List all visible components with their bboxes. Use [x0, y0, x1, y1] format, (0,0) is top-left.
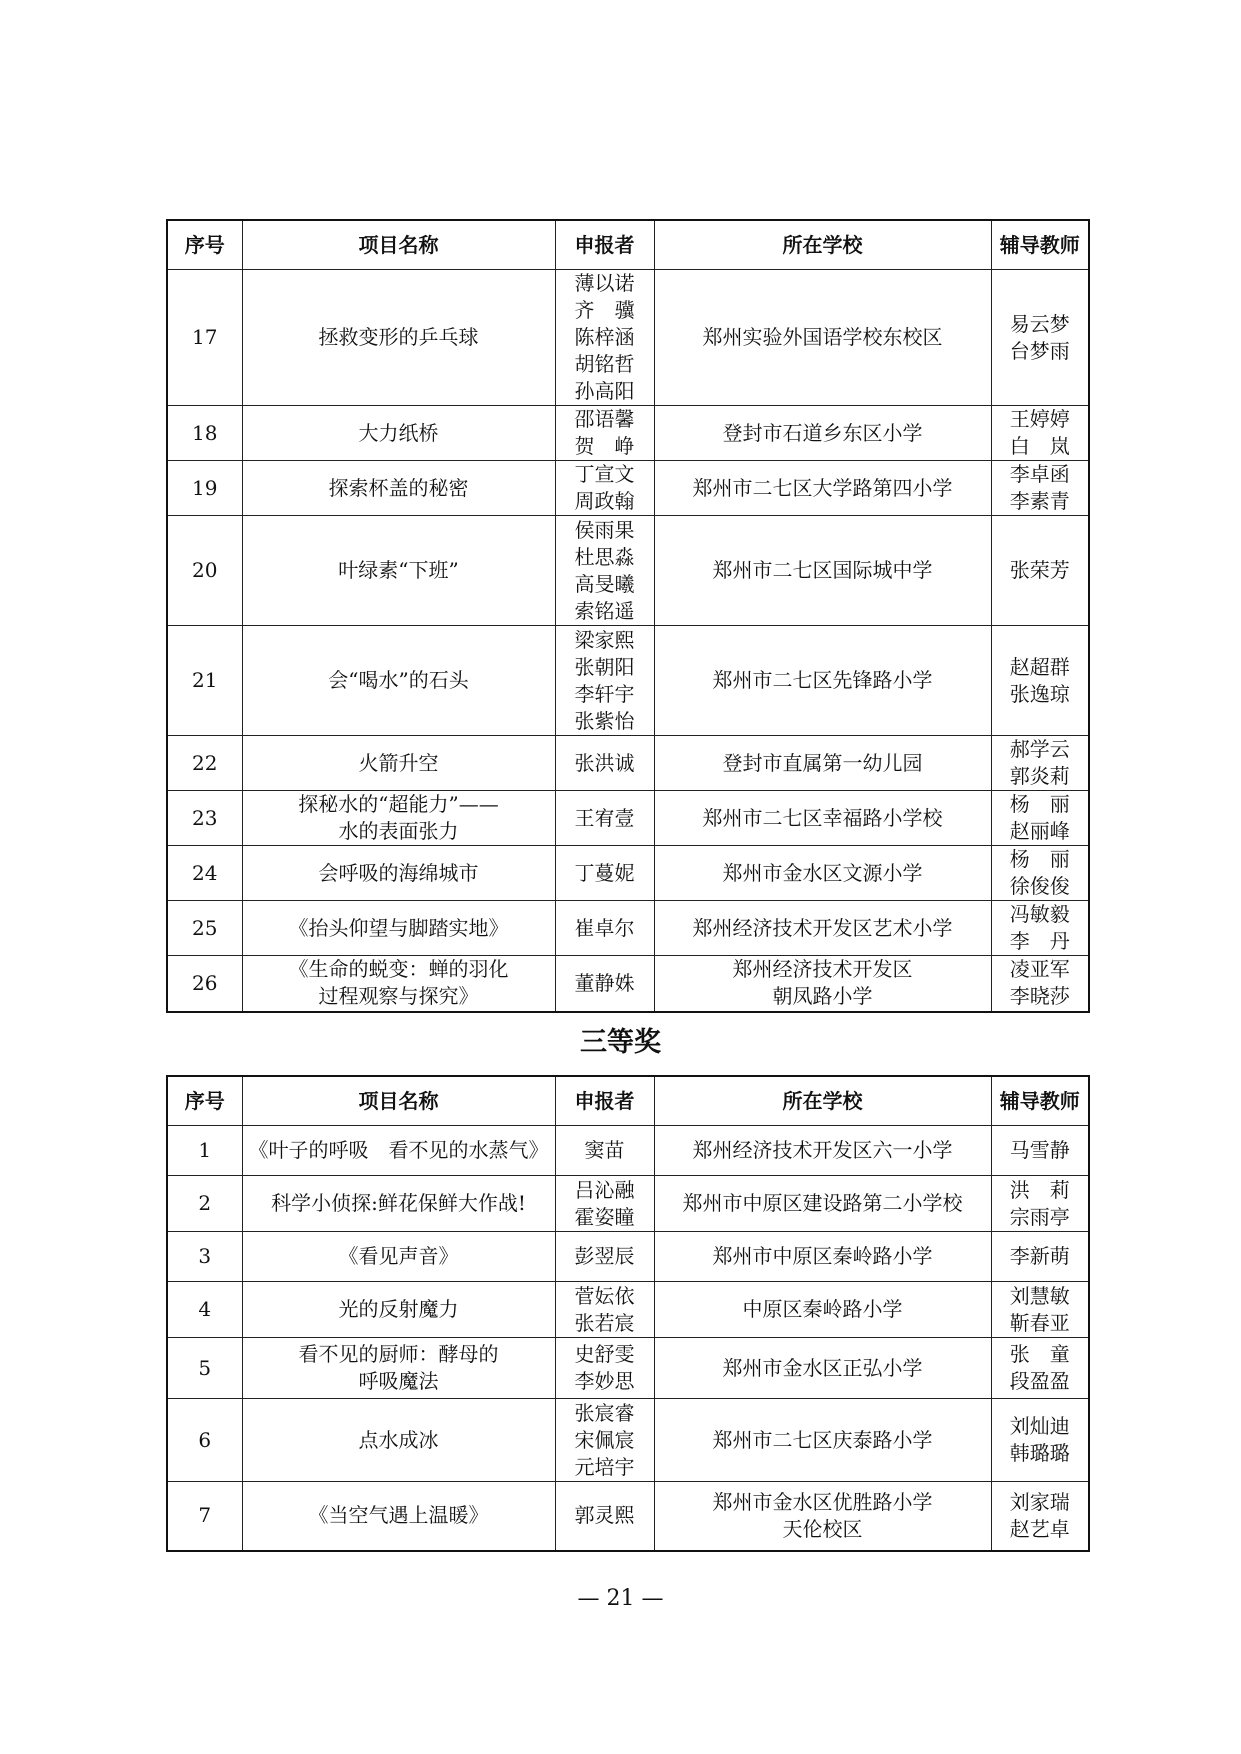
- cell-applicants-line: 彭翌辰: [574, 1244, 635, 1268]
- table-row: [167, 1282, 1089, 1338]
- cell-school-line: 郑州市二七区大学路第四小学: [692, 475, 953, 500]
- cell-applicants-line: 李妙思: [574, 1369, 635, 1393]
- cell-project-line: 看不见的厨师：酵母的: [298, 1342, 499, 1366]
- cell-project-line: 《叶子的呼吸 看不见的水蒸气》: [248, 1138, 549, 1162]
- cell-school-line: 郑州市二七区先锋路小学: [712, 668, 933, 692]
- cell-school: [654, 461, 991, 516]
- cell-teachers-line: 台梦雨: [1009, 338, 1070, 363]
- table-row: [167, 956, 1089, 1012]
- cell-no: 25: [167, 901, 242, 956]
- cell-teachers-line: 徐俊俊: [1009, 874, 1070, 898]
- cell-applicants: [555, 1482, 654, 1551]
- cell-teachers-line: 赵丽峰: [1009, 819, 1070, 843]
- cell-teachers-line: 李素青: [1009, 489, 1070, 513]
- cell-applicants-line: 杜思淼: [574, 544, 635, 569]
- page-number: — 21 —: [577, 1586, 664, 1611]
- cell-project-line: 水的表面张力: [338, 819, 459, 843]
- cell-teachers-line: 韩璐璐: [1009, 1441, 1070, 1465]
- header-project: 项目名称: [242, 1076, 555, 1126]
- cell-applicants: [555, 1126, 654, 1176]
- cell-teachers-line: 靳春亚: [1009, 1310, 1070, 1335]
- cell-applicants-line: 周政翰: [574, 489, 635, 513]
- cell-teachers-line: 凌亚军: [1009, 957, 1070, 982]
- cell-applicants-line: 崔卓尔: [574, 915, 635, 940]
- cell-teachers: [991, 956, 1089, 1012]
- cell-no: 18: [167, 406, 242, 461]
- cell-no: 3: [167, 1232, 242, 1282]
- cell-teachers: [991, 406, 1089, 461]
- cell-school-line: 郑州经济技术开发区艺术小学: [692, 915, 953, 940]
- cell-applicants: [555, 1176, 654, 1232]
- cell-teachers-line: 李晓莎: [1009, 984, 1070, 1009]
- table-row: [167, 846, 1089, 901]
- cell-project-line: 探索杯盖的秘密: [328, 475, 469, 500]
- cell-school: [654, 1282, 991, 1338]
- cell-applicants-line: 齐 骥: [574, 298, 635, 322]
- cell-no: 17: [167, 270, 242, 406]
- cell-applicants: [555, 626, 654, 736]
- cell-teachers: [991, 1176, 1089, 1232]
- cell-teachers-line: 李卓函: [1009, 462, 1070, 486]
- table-row: [167, 406, 1089, 461]
- table-row: [167, 736, 1089, 791]
- cell-school-line: 郑州市二七区国际城中学: [712, 558, 933, 582]
- table-row: [167, 901, 1089, 956]
- cell-applicants-line: 丁宣文: [574, 462, 635, 486]
- cell-teachers: [991, 1338, 1089, 1399]
- cell-school: [654, 1399, 991, 1482]
- cell-applicants-line: 窦苗: [584, 1138, 625, 1162]
- cell-project: [242, 1126, 555, 1176]
- cell-applicants-line: 索铭遥: [574, 598, 635, 623]
- cell-project-line: 光的反射魔力: [338, 1297, 459, 1321]
- cell-teachers-line: 赵超群: [1009, 654, 1070, 679]
- cell-teachers: [991, 901, 1089, 956]
- cell-project-line: 点水成冰: [358, 1427, 439, 1452]
- cell-school: [654, 846, 991, 901]
- cell-applicants-line: 史舒雯: [574, 1342, 635, 1366]
- cell-teachers: [991, 791, 1089, 846]
- table-row: [167, 1482, 1089, 1551]
- cell-teachers-line: 马雪静: [1009, 1138, 1070, 1162]
- cell-teachers-line: 郝学云: [1009, 737, 1070, 761]
- header-no: 序号: [167, 220, 242, 270]
- cell-teachers-line: 张荣芳: [1009, 558, 1070, 582]
- cell-applicants: [555, 1338, 654, 1399]
- cell-school: [654, 956, 991, 1012]
- cell-project: [242, 270, 555, 406]
- cell-school-line: 登封市直属第一幼儿园: [722, 750, 923, 775]
- cell-project: [242, 736, 555, 791]
- cell-no: 7: [167, 1482, 242, 1551]
- cell-applicants-line: 张宸睿: [574, 1400, 635, 1425]
- cell-school-line: 郑州市中原区建设路第二小学校: [682, 1191, 963, 1215]
- table-header-row: [167, 1076, 1089, 1126]
- cell-applicants-line: 张若宸: [574, 1310, 635, 1335]
- cell-school: [654, 1126, 991, 1176]
- table-row: [167, 791, 1089, 846]
- cell-applicants-line: 丁蔓妮: [574, 860, 635, 885]
- cell-teachers-line: 王婷婷: [1009, 407, 1070, 431]
- cell-project: [242, 901, 555, 956]
- cell-project-line: 拯救变形的乒乓球: [318, 325, 479, 349]
- cell-school: [654, 901, 991, 956]
- cell-applicants-line: 元培宇: [574, 1454, 635, 1479]
- cell-no: 24: [167, 846, 242, 901]
- cell-teachers: [991, 626, 1089, 736]
- cell-school-line: 登封市石道乡东区小学: [722, 420, 923, 445]
- cell-school: [654, 1176, 991, 1232]
- cell-teachers-line: 刘灿迪: [1009, 1414, 1070, 1438]
- cell-project-line: 探秘水的“超能力”——: [298, 792, 499, 816]
- cell-teachers-line: 白 岚: [1009, 434, 1070, 458]
- cell-project: [242, 516, 555, 626]
- cell-teachers-line: 宗雨亭: [1009, 1204, 1070, 1229]
- cell-school: [654, 626, 991, 736]
- cell-no: 26: [167, 956, 242, 1012]
- table-row: [167, 270, 1089, 406]
- cell-teachers: [991, 1482, 1089, 1551]
- cell-teachers: [991, 1126, 1089, 1176]
- third-prize-table: [166, 1075, 1090, 1552]
- awards-table-continued: [166, 219, 1090, 1013]
- cell-no: 21: [167, 626, 242, 736]
- cell-project-line: 《当空气遇上温暖》: [308, 1503, 489, 1528]
- cell-applicants-line: 张紫怡: [574, 708, 635, 733]
- header-project: 项目名称: [242, 220, 555, 270]
- cell-applicants: [555, 1232, 654, 1282]
- cell-teachers-line: 洪 莉: [1009, 1177, 1070, 1202]
- cell-teachers-line: 易云梦: [1009, 311, 1070, 336]
- cell-project-line: 《看见声音》: [338, 1244, 459, 1268]
- cell-applicants-line: 霍姿瞳: [574, 1204, 635, 1229]
- cell-project-line: 《生命的蜕变：蝉的羽化: [288, 957, 509, 982]
- cell-school: [654, 791, 991, 846]
- cell-applicants: [555, 1399, 654, 1482]
- cell-applicants: [555, 791, 654, 846]
- cell-project-line: 大力纸桥: [358, 420, 439, 445]
- cell-school-line: 中原区秦岭路小学: [742, 1297, 903, 1321]
- cell-applicants-line: 梁家熙: [574, 627, 635, 652]
- table-row: [167, 1176, 1089, 1232]
- cell-teachers: [991, 846, 1089, 901]
- cell-teachers: [991, 736, 1089, 791]
- cell-school-line: 郑州市金水区正弘小学: [722, 1355, 923, 1380]
- table-row: [167, 516, 1089, 626]
- cell-teachers-line: 张 童: [1009, 1342, 1070, 1366]
- cell-no: 22: [167, 736, 242, 791]
- table-row: [167, 1399, 1089, 1482]
- cell-teachers-line: 段盈盈: [1009, 1369, 1070, 1393]
- cell-project: [242, 406, 555, 461]
- cell-teachers-line: 郭炎莉: [1009, 764, 1070, 788]
- header-applicant: 申报者: [555, 220, 654, 270]
- cell-applicants: [555, 461, 654, 516]
- cell-school: [654, 1482, 991, 1551]
- cell-school-line: 郑州市二七区幸福路小学校: [702, 805, 943, 830]
- cell-applicants-line: 张朝阳: [574, 654, 635, 679]
- header-school: 所在学校: [654, 1076, 991, 1126]
- cell-applicants: [555, 1282, 654, 1338]
- cell-project: [242, 1282, 555, 1338]
- cell-applicants-line: 高旻曦: [574, 571, 635, 596]
- cell-project: [242, 1482, 555, 1551]
- cell-teachers-line: 杨 丽: [1009, 792, 1070, 816]
- cell-teachers-line: 李新萌: [1009, 1244, 1070, 1268]
- cell-project: [242, 956, 555, 1012]
- cell-no: 20: [167, 516, 242, 626]
- cell-school: [654, 1338, 991, 1399]
- cell-teachers: [991, 270, 1089, 406]
- cell-school-line: 郑州市中原区秦岭路小学: [712, 1244, 933, 1268]
- table-row: [167, 1338, 1089, 1399]
- cell-teachers-line: 刘家瑞: [1009, 1489, 1070, 1514]
- header-applicant: 申报者: [555, 1076, 654, 1126]
- cell-project-line: 火箭升空: [358, 750, 439, 775]
- cell-no: 23: [167, 791, 242, 846]
- cell-school-line: 郑州经济技术开发区六一小学: [692, 1138, 953, 1162]
- cell-school-line: 郑州市二七区庆泰路小学: [712, 1427, 933, 1452]
- header-no: 序号: [167, 1076, 242, 1126]
- cell-applicants-line: 李轩宇: [574, 681, 635, 706]
- header-teacher: 辅导教师: [991, 220, 1089, 270]
- cell-teachers: [991, 1232, 1089, 1282]
- cell-teachers-line: 杨 丽: [1009, 847, 1070, 871]
- cell-project-line: 科学小侦探:鲜花保鲜大作战!: [271, 1191, 526, 1215]
- cell-school-line: 郑州实验外国语学校东校区: [702, 325, 943, 349]
- cell-school: [654, 736, 991, 791]
- cell-applicants-line: 张洪诚: [574, 750, 635, 775]
- cell-teachers-line: 刘慧敏: [1009, 1283, 1070, 1308]
- cell-project: [242, 626, 555, 736]
- cell-no: 2: [167, 1176, 242, 1232]
- table-row: [167, 626, 1089, 736]
- cell-applicants-line: 孙高阳: [574, 379, 635, 403]
- cell-project-line: 会呼吸的海绵城市: [318, 860, 479, 885]
- cell-no: 1: [167, 1126, 242, 1176]
- cell-applicants: [555, 901, 654, 956]
- cell-no: 19: [167, 461, 242, 516]
- cell-project-line: 呼吸魔法: [358, 1369, 439, 1393]
- cell-project: [242, 1232, 555, 1282]
- cell-applicants-line: 董静姝: [574, 970, 635, 995]
- cell-school: [654, 1232, 991, 1282]
- cell-project-line: 叶绿素“下班”: [338, 558, 459, 582]
- cell-project: [242, 791, 555, 846]
- cell-applicants: [555, 956, 654, 1012]
- cell-applicants-line: 郭灵熙: [574, 1503, 635, 1528]
- cell-project: [242, 1399, 555, 1482]
- cell-teachers-line: 赵艺卓: [1009, 1516, 1070, 1541]
- cell-applicants: [555, 406, 654, 461]
- cell-applicants: [555, 516, 654, 626]
- cell-applicants-line: 胡铭哲: [574, 352, 635, 376]
- cell-teachers: [991, 461, 1089, 516]
- cell-project: [242, 846, 555, 901]
- cell-applicants-line: 侯雨果: [574, 517, 635, 542]
- cell-no: 4: [167, 1282, 242, 1338]
- section-title-third-prize: 三等奖: [580, 1027, 661, 1058]
- cell-project: [242, 1176, 555, 1232]
- cell-applicants-line: 薄以诺: [574, 271, 635, 295]
- cell-teachers-line: 李 丹: [1009, 929, 1070, 953]
- cell-teachers-line: 冯敏毅: [1009, 902, 1070, 926]
- cell-teachers: [991, 1399, 1089, 1482]
- cell-teachers: [991, 516, 1089, 626]
- cell-applicants-line: 王宥壹: [574, 805, 635, 830]
- cell-school-line: 郑州经济技术开发区: [732, 957, 913, 982]
- cell-school-line: 郑州市金水区优胜路小学: [712, 1489, 933, 1514]
- cell-school-line: 朝凤路小学: [772, 984, 873, 1009]
- cell-no: 5: [167, 1338, 242, 1399]
- header-teacher: 辅导教师: [991, 1076, 1089, 1126]
- header-school: 所在学校: [654, 220, 991, 270]
- cell-teachers: [991, 1282, 1089, 1338]
- cell-applicants-line: 菅妘依: [574, 1283, 635, 1308]
- cell-applicants: [555, 736, 654, 791]
- table-header-row: [167, 220, 1089, 270]
- cell-project: [242, 461, 555, 516]
- cell-no: 6: [167, 1399, 242, 1482]
- cell-project-line: 过程观察与探究》: [318, 984, 479, 1009]
- cell-applicants: [555, 270, 654, 406]
- cell-project-line: 会“喝水”的石头: [328, 668, 469, 692]
- cell-applicants: [555, 846, 654, 901]
- table-row: [167, 1126, 1089, 1176]
- cell-applicants-line: 陈梓涵: [574, 325, 635, 349]
- cell-project: [242, 1338, 555, 1399]
- cell-school: [654, 516, 991, 626]
- cell-applicants-line: 贺 峥: [574, 434, 635, 458]
- cell-applicants-line: 吕沁融: [574, 1177, 635, 1202]
- table-row: [167, 1232, 1089, 1282]
- cell-school: [654, 270, 991, 406]
- cell-teachers-line: 张逸琼: [1009, 681, 1070, 706]
- cell-school: [654, 406, 991, 461]
- cell-project-line: 《抬头仰望与脚踏实地》: [288, 915, 509, 940]
- table-row: [167, 461, 1089, 516]
- cell-school-line: 天伦校区: [782, 1516, 863, 1541]
- cell-applicants-line: 宋佩宸: [574, 1427, 635, 1452]
- cell-school-line: 郑州市金水区文源小学: [722, 860, 923, 885]
- cell-applicants-line: 邵语馨: [574, 407, 635, 431]
